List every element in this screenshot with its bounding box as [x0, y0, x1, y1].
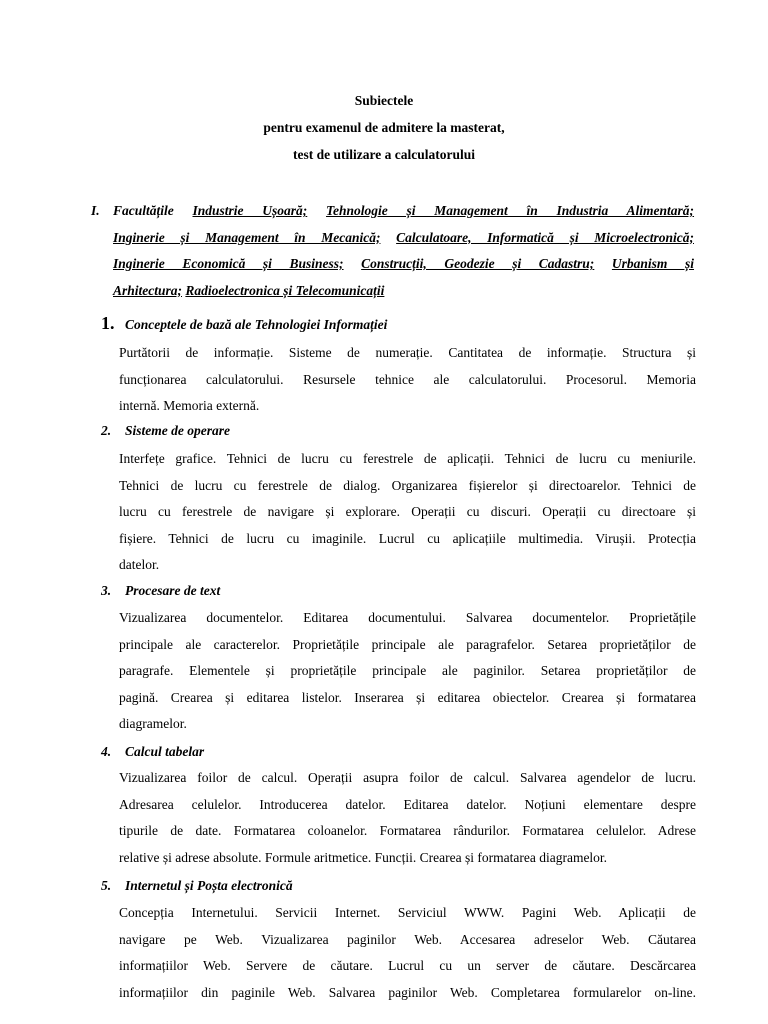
section-number: 4.	[101, 744, 112, 759]
faculties-label: I.	[91, 203, 100, 218]
section-heading-5	[101, 878, 293, 894]
faculty-name: Construcții, Geodezie și Cadastru;	[361, 256, 595, 271]
section-body-3	[119, 605, 696, 738]
section-heading-3	[101, 583, 220, 599]
section-number: 5.	[101, 878, 112, 893]
faculties-row-1	[91, 198, 694, 225]
faculties-row-3	[91, 251, 694, 278]
body-line: tipurile de date. Formatarea coloanelor. Formatarea rândurilor. Formatarea celulelor. Adrese	[119, 823, 696, 838]
body-line: datelor.	[119, 557, 160, 572]
section-heading-1	[101, 313, 387, 334]
faculty-name: Urbanism și	[611, 256, 695, 271]
faculties-row-2	[91, 225, 694, 252]
faculty-name: Tehnologie și Management în Industria Alimentară;	[326, 203, 695, 218]
section-heading-4	[101, 744, 204, 760]
section-body-4	[119, 765, 696, 871]
body-line: Interfețe grafice. Tehnici de lucru cu ferestrele de aplicații. Tehnici de lucru cu meniurile.	[119, 451, 696, 466]
section-title: Conceptele de bază ale Tehnologiei Informației	[125, 317, 388, 332]
body-line: paragrafe. Elementele și proprietățile principale ale paginilor. Setarea proprietăților de	[119, 663, 696, 678]
body-line: Tehnici de lucru cu ferestrele de dialog. Organizarea fișierelor și directoarelor. Tehnici de	[119, 477, 696, 493]
doc-title-line-2: pentru examenul de admitere la masterat,	[263, 120, 505, 135]
faculty-name: Radioelectronica și Telecomunicații	[185, 282, 385, 298]
section-title: Internetul și Poșta electronică	[125, 878, 293, 893]
body-line: relative și adrese absolute. Formule aritmetice. Funcții. Crearea și formatarea diagramelor.	[119, 849, 608, 865]
section-body-2	[119, 446, 696, 579]
body-line: Vizualizarea foilor de calcul. Operații asupra foilor de calcul. Salvarea agendelor de lucru.	[119, 770, 696, 785]
body-line: diagramelor.	[119, 716, 187, 731]
section-title: Calcul tabelar	[125, 744, 205, 759]
section-title: Sisteme de operare	[125, 423, 230, 438]
section-number: 3.	[101, 583, 112, 598]
body-line: Concepția Internetului. Servicii Internet. Serviciul WWW. Pagini Web. Aplicații de	[119, 905, 696, 920]
faculty-name: Industrie Ușoară;	[192, 203, 308, 218]
body-line: Vizualizarea documentelor. Editarea documentului. Salvarea documentelor. Proprietățile	[119, 610, 696, 625]
faculties-paragraph	[91, 198, 694, 304]
section-title: Procesare de text	[125, 583, 221, 598]
section-body-5	[119, 900, 696, 1006]
section-number: 2.	[101, 423, 112, 438]
faculty-name: Arhitectura;	[113, 282, 183, 298]
faculty-name: Inginerie și Management în Mecanică;	[113, 229, 381, 245]
section-number: 1.	[101, 313, 115, 333]
body-line: Adresarea celulelor. Introducerea datelor. Editarea datelor. Noțiuni elementare despre	[119, 796, 696, 812]
body-line: principale ale caracterelor. Proprietățile principale ale paragrafelor. Setarea proprietăților de	[119, 636, 696, 652]
body-line: funcționarea calculatorului. Resursele tehnice ale calculatorului. Procesorul. Memoria	[119, 371, 696, 387]
faculties-intro: Facultățile	[113, 203, 174, 218]
doc-title-line-3: test de utilizare a calculatorului	[293, 147, 475, 162]
body-line: informațiilor din paginile Web. Salvarea paginilor Web. Completarea formularelor on-line.	[119, 984, 696, 1000]
faculties-row-4	[91, 278, 694, 305]
body-line: navigare pe Web. Vizualizarea paginilor Web. Accesarea adreselor Web. Căutarea	[119, 931, 696, 947]
faculty-name: Calculatoare, Informatică și Microelectronică;	[396, 229, 694, 245]
body-line: pagină. Crearea și editarea listelor. Inserarea și editarea obiectelor. Crearea și formatarea	[119, 689, 696, 705]
body-line: internă. Memoria externă.	[119, 398, 260, 413]
section-body-1	[119, 340, 696, 420]
section-heading-2	[101, 423, 230, 439]
body-line: lucru cu ferestrele de navigare și explorare. Operații cu discuri. Operații cu directoare și	[119, 504, 696, 519]
body-line: informațiilor Web. Servere de căutare. Lucrul cu un server de căutare. Descărcarea	[119, 958, 696, 973]
body-line: fișiere. Tehnici de lucru cu imaginile. Lucrul cu aplicațiile multimedia. Virușii. Protecția	[119, 530, 696, 546]
faculty-name: Inginerie Economică și Business;	[113, 256, 344, 271]
doc-title-line-1: Subiectele	[354, 93, 414, 108]
body-line: Purtătorii de informație. Sisteme de numerație. Cantitatea de informație. Structura și	[119, 345, 696, 360]
